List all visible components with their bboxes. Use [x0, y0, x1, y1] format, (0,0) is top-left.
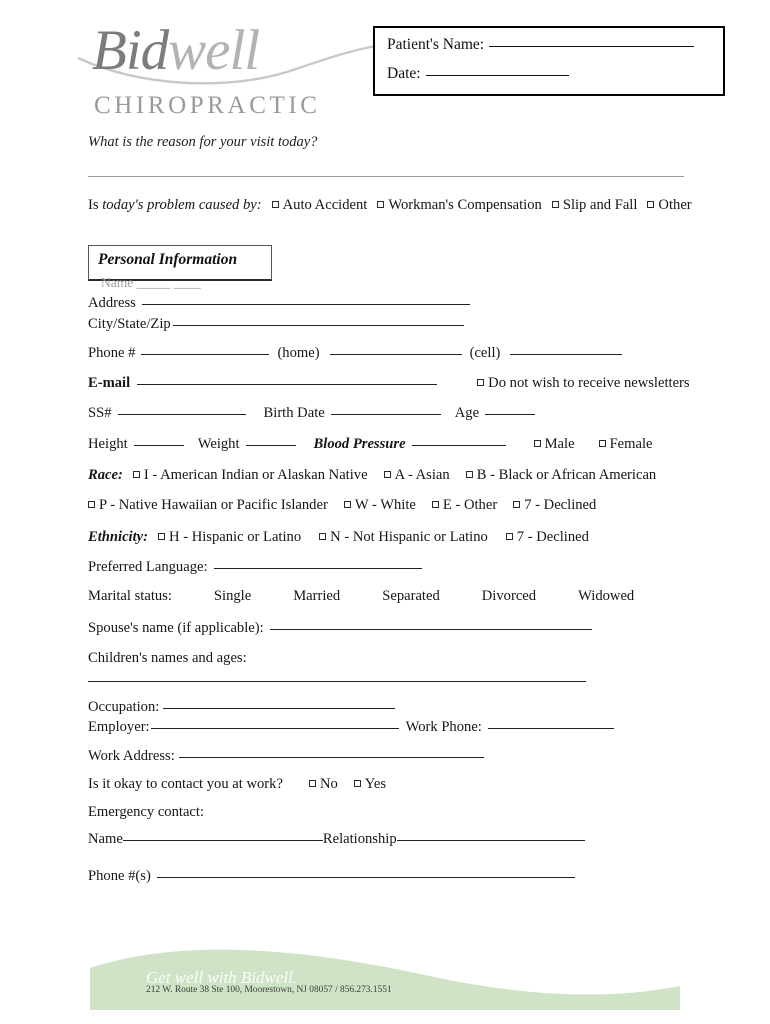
ethnicity-row — [88, 529, 589, 546]
male-label: Male — [544, 436, 575, 452]
height-label: Height — [88, 436, 128, 452]
ethnicity-option-not-hispanic: N - Not Hispanic or Latino — [330, 529, 488, 545]
race-row-1 — [88, 467, 656, 484]
race-option-black: B - Black or African American — [476, 467, 657, 483]
patient-date-input[interactable] — [426, 75, 569, 76]
patient-name-row — [387, 36, 694, 54]
emergency-phone-row — [88, 868, 575, 885]
patient-date-row — [387, 65, 569, 83]
checkbox-workmans-compensation[interactable] — [377, 201, 384, 208]
checkbox-race-other[interactable] — [432, 501, 439, 508]
employer-input[interactable] — [151, 728, 399, 729]
race-option-declined: 7 - Declined — [524, 497, 597, 513]
ethnicity-label: Ethnicity: — [88, 529, 148, 545]
checkbox-auto-accident[interactable] — [272, 201, 279, 208]
weight-input[interactable] — [246, 445, 296, 446]
age-label: Age — [454, 405, 480, 421]
preferred-language-row — [88, 559, 422, 576]
occupation-label: Occupation: — [88, 699, 160, 715]
emergency-name-label: Name — [88, 831, 123, 847]
phone-row — [88, 345, 622, 362]
personal-information-title: Personal Information — [98, 251, 238, 268]
contact-work-yes-label: Yes — [364, 776, 387, 792]
race-option-other: E - Other — [442, 497, 498, 513]
work-address-row — [88, 748, 484, 765]
personal-information-clipped-line: Name _____ ____ — [101, 275, 201, 290]
marital-option-widowed[interactable]: Widowed — [578, 588, 635, 604]
emergency-name-input[interactable] — [123, 840, 323, 841]
emergency-phone-label: Phone #(s) — [88, 868, 151, 884]
ss-birth-age-row — [88, 405, 535, 422]
ss-label: SS# — [88, 405, 112, 421]
ethnicity-option-declined: 7 - Declined — [516, 529, 589, 545]
race-option-white: W - White — [354, 497, 416, 513]
checkbox-other-cause[interactable] — [647, 201, 654, 208]
emergency-contact-label: Emergency contact: — [88, 804, 205, 820]
email-label: E-mail — [88, 375, 131, 391]
checkbox-race-pacific-islander[interactable] — [88, 501, 95, 508]
spouse-input[interactable] — [270, 629, 592, 630]
address-label: Address — [88, 295, 136, 311]
home-phone-label: (home) — [277, 345, 320, 361]
employer-row — [88, 719, 614, 736]
checkbox-race-declined[interactable] — [513, 501, 520, 508]
address-input[interactable] — [142, 304, 470, 305]
race-option-american-indian: I - American Indian or Alaskan Native — [143, 467, 368, 483]
female-label: Female — [609, 436, 653, 452]
option-workmans-compensation: Workman's Compensation — [388, 197, 542, 213]
page-header — [0, 0, 770, 120]
email-row — [88, 375, 690, 392]
patient-date-label: Date: — [387, 65, 421, 82]
emergency-name-relationship-row — [88, 831, 585, 848]
work-phone-input[interactable] — [488, 728, 614, 729]
children-input-row — [88, 672, 586, 689]
blood-pressure-input[interactable] — [412, 445, 506, 446]
checkbox-female[interactable] — [599, 440, 606, 447]
weight-label: Weight — [197, 436, 240, 452]
checkbox-race-white[interactable] — [344, 501, 351, 508]
checkbox-race-american-indian[interactable] — [133, 471, 140, 478]
emergency-relationship-label: Relationship — [322, 831, 397, 847]
reason-for-visit-question: What is the reason for your visit today? — [88, 134, 318, 150]
marital-option-divorced[interactable]: Divorced — [481, 588, 537, 604]
marital-option-separated[interactable]: Separated — [382, 588, 440, 604]
phone-label: Phone # — [88, 345, 136, 361]
checkbox-male[interactable] — [534, 440, 541, 447]
personal-information-header-box — [88, 245, 272, 290]
caused-by-row — [88, 197, 692, 214]
patient-name-date-box — [373, 26, 725, 96]
marital-option-married[interactable]: Married — [293, 588, 341, 604]
option-auto-accident: Auto Accident — [282, 197, 368, 213]
marital-status-label: Marital status: — [88, 588, 172, 604]
caused-by-prefix: Is — [88, 197, 103, 213]
employer-label: Employer: — [88, 719, 150, 735]
checkbox-race-asian[interactable] — [384, 471, 391, 478]
reason-answer-rule[interactable] — [88, 176, 684, 177]
birth-date-label: Birth Date — [263, 405, 325, 421]
contact-at-work-row — [88, 776, 386, 793]
preferred-language-input[interactable] — [214, 568, 422, 569]
race-row-2 — [88, 497, 596, 514]
option-other-cause: Other — [658, 197, 692, 213]
footer-address: 212 W. Route 38 Ste 100, Moorestown, NJ 08057 / 856.273.1551 — [146, 985, 392, 995]
logo-word-part1: Bid — [92, 19, 169, 82]
children-input[interactable] — [88, 681, 586, 682]
newsletter-optout-label: Do not wish to receive newsletters — [488, 375, 690, 391]
city-state-zip-row — [88, 316, 464, 333]
home-phone-input[interactable] — [141, 354, 269, 355]
bidwell-logo — [86, 16, 386, 119]
checkbox-ethnicity-not-hispanic[interactable] — [319, 533, 326, 540]
blood-pressure-label: Blood Pressure — [313, 436, 406, 452]
race-label: Race: — [88, 467, 123, 483]
patient-name-label: Patient's Name: — [387, 36, 485, 53]
checkbox-race-black[interactable] — [466, 471, 473, 478]
work-address-label: Work Address: — [88, 748, 175, 764]
patient-name-input[interactable] — [489, 46, 694, 47]
ethnicity-option-hispanic: H - Hispanic or Latino — [169, 529, 302, 545]
option-slip-and-fall: Slip and Fall — [562, 197, 638, 213]
checkbox-no-newsletters[interactable] — [477, 379, 484, 386]
emergency-relationship-input[interactable] — [397, 840, 585, 841]
race-option-pacific-islander: P - Native Hawaiian or Pacific Islander — [99, 497, 328, 513]
spouse-label: Spouse's name (if applicable): — [88, 620, 264, 636]
age-input[interactable] — [485, 414, 535, 415]
city-state-zip-input[interactable] — [173, 325, 464, 326]
contact-work-no-label: No — [319, 776, 338, 792]
work-address-input[interactable] — [179, 757, 484, 758]
footer-tagline: Get well with Bidwell. — [146, 968, 298, 987]
occupation-row — [88, 699, 395, 716]
checkbox-contact-work-yes[interactable] — [354, 780, 361, 787]
checkbox-ethnicity-hispanic[interactable] — [158, 533, 165, 540]
extra-phone-input[interactable] — [510, 354, 622, 355]
ss-input[interactable] — [118, 414, 246, 415]
work-phone-label: Work Phone: — [405, 719, 482, 735]
email-input[interactable] — [137, 384, 437, 385]
marital-status-row — [88, 588, 634, 605]
caused-by-label: today's problem caused by: — [102, 197, 262, 213]
height-input[interactable] — [134, 445, 184, 446]
cell-phone-input[interactable] — [330, 354, 462, 355]
checkbox-slip-and-fall[interactable] — [552, 201, 559, 208]
spouse-row — [88, 620, 592, 637]
emergency-phone-input[interactable] — [157, 877, 575, 878]
checkbox-ethnicity-declined[interactable] — [506, 533, 513, 540]
preferred-language-label: Preferred Language: — [88, 559, 208, 575]
emergency-contact-label-row — [88, 804, 204, 821]
page-footer — [0, 930, 770, 1024]
children-label-row — [88, 650, 247, 667]
marital-option-single[interactable]: Single — [213, 588, 252, 604]
logo-subtitle: CHIROPRACTIC — [94, 92, 321, 119]
city-state-zip-label: City/State/Zip — [88, 316, 171, 332]
cell-phone-label: (cell) — [469, 345, 501, 361]
address-row — [88, 295, 470, 312]
birth-date-input[interactable] — [331, 414, 441, 415]
children-label: Children's names and ages: — [88, 650, 247, 666]
contact-at-work-question: Is it okay to contact you at work? — [88, 776, 283, 792]
checkbox-contact-work-no[interactable] — [309, 780, 316, 787]
logo-wordmark — [92, 20, 259, 82]
footer-wave-graphic — [0, 930, 770, 1024]
race-option-asian: A - Asian — [394, 467, 450, 483]
height-weight-bp-sex-row — [88, 436, 653, 453]
logo-word-part2: well — [168, 19, 260, 82]
occupation-input[interactable] — [163, 708, 395, 709]
